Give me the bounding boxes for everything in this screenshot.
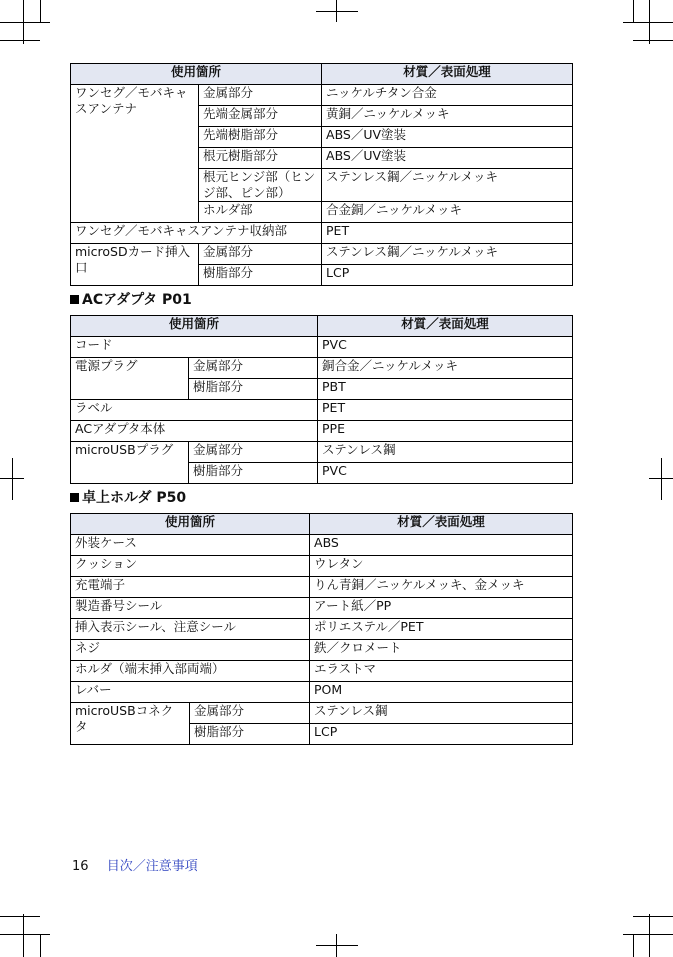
cell-material: ステンレス鋼 <box>318 442 573 463</box>
crop-mark <box>0 934 50 935</box>
crop-mark <box>623 22 673 23</box>
page-content <box>70 63 573 745</box>
materials-table-body <box>70 63 573 286</box>
cell-material: ニッケルチタン合金 <box>322 85 573 106</box>
crop-mark <box>0 22 50 23</box>
cell-material: ウレタン <box>310 556 573 577</box>
materials-table-desktop-holder <box>70 513 573 745</box>
crop-mark <box>633 0 634 22</box>
crop-mark <box>40 0 41 22</box>
cell-part: 樹脂部分 <box>199 265 322 286</box>
cell-location: コード <box>71 337 318 358</box>
page-footer <box>72 855 198 874</box>
cell-location: microUSBコネクタ <box>71 703 190 745</box>
section-title: 卓上ホルダ P50 <box>82 490 187 506</box>
crop-mark <box>316 945 358 946</box>
cell-part: 樹脂部分 <box>189 463 318 484</box>
cell-material: PET <box>322 223 573 244</box>
crop-mark <box>623 934 673 935</box>
crop-mark <box>40 934 41 957</box>
header-location: 使用箇所 <box>71 64 322 85</box>
cell-location: クッション <box>71 556 310 577</box>
crop-mark <box>649 914 650 957</box>
cell-location: 電源プラグ <box>71 358 189 400</box>
cell-location: microUSBプラグ <box>71 442 189 484</box>
cell-material: PVC <box>318 463 573 484</box>
crop-mark <box>0 40 40 41</box>
page-number: 16 <box>72 859 89 874</box>
cell-location: ネジ <box>71 640 310 661</box>
square-bullet-icon <box>70 295 79 304</box>
header-location: 使用箇所 <box>71 316 318 337</box>
crop-mark <box>316 11 358 12</box>
cell-part: 金属部分 <box>199 244 322 265</box>
cell-material: ステンレス鋼／ニッケルメッキ <box>322 169 573 202</box>
cell-material: 黄銅／ニッケルメッキ <box>322 106 573 127</box>
cell-material: ステンレス鋼 <box>310 703 573 724</box>
cell-location: ACアダプタ本体 <box>71 421 318 442</box>
cell-location: ワンセグ／モバキャスアンテナ収納部 <box>71 223 322 244</box>
section-heading-ac-adapter <box>70 291 573 309</box>
header-material: 材質／表面処理 <box>318 316 573 337</box>
cell-part: 金属部分 <box>199 85 322 106</box>
cell-location: レバー <box>71 682 310 703</box>
header-material: 材質／表面処理 <box>310 514 573 535</box>
cell-material: PET <box>318 400 573 421</box>
cell-material: ABS <box>310 535 573 556</box>
header-material: 材質／表面処理 <box>322 64 573 85</box>
cell-material: LCP <box>322 265 573 286</box>
cell-location: microSDカード挿入口 <box>71 244 199 286</box>
crop-mark <box>0 916 40 917</box>
cell-part: 金属部分 <box>189 442 318 463</box>
cell-location: 外装ケース <box>71 535 310 556</box>
cell-location: 挿入表示シール、注意シール <box>71 619 310 640</box>
cell-part: 樹脂部分 <box>190 724 310 745</box>
section-title: ACアダプタ P01 <box>82 292 192 308</box>
cell-location: ワンセグ／モバキャスアンテナ <box>71 85 199 223</box>
toc-link[interactable]: 目次／注意事項 <box>106 859 198 874</box>
cell-part: 金属部分 <box>189 358 318 379</box>
cell-location: ホルダ（端末挿入部両端） <box>71 661 310 682</box>
cell-part: 先端金属部分 <box>199 106 322 127</box>
cell-material: ポリエステル／PET <box>310 619 573 640</box>
cell-location: ラベル <box>71 400 318 421</box>
cell-material: ステンレス鋼／ニッケルメッキ <box>322 244 573 265</box>
cell-part: 根元ヒンジ部（ヒンジ部、ピン部） <box>199 169 322 202</box>
cell-part: 根元樹脂部分 <box>199 148 322 169</box>
cell-material: PVC <box>318 337 573 358</box>
cell-location: 充電端子 <box>71 577 310 598</box>
cell-material: 鉄／クロメート <box>310 640 573 661</box>
cell-material: PBT <box>318 379 573 400</box>
crop-mark <box>633 934 634 957</box>
square-bullet-icon <box>70 493 79 502</box>
cell-part: 樹脂部分 <box>189 379 318 400</box>
materials-table-ac-adapter <box>70 315 573 484</box>
cell-material: 銅合金／ニッケルメッキ <box>318 358 573 379</box>
section-heading-desktop-holder <box>70 489 573 507</box>
cell-material: ABS／UV塗装 <box>322 127 573 148</box>
cell-material: LCP <box>310 724 573 745</box>
crop-mark <box>633 40 673 41</box>
crop-mark <box>23 914 24 957</box>
cell-material: ABS／UV塗装 <box>322 148 573 169</box>
cell-material: PPE <box>318 421 573 442</box>
cell-material: エラストマ <box>310 661 573 682</box>
cell-material: POM <box>310 682 573 703</box>
cell-part: 金属部分 <box>190 703 310 724</box>
cell-material: りん青銅／ニッケルメッキ、金メッキ <box>310 577 573 598</box>
cell-part: 先端樹脂部分 <box>199 127 322 148</box>
cell-location: 製造番号シール <box>71 598 310 619</box>
cell-part: ホルダ部 <box>199 202 322 223</box>
header-location: 使用箇所 <box>71 514 310 535</box>
cell-material: 合金銅／ニッケルメッキ <box>322 202 573 223</box>
crop-mark <box>12 458 13 500</box>
crop-mark <box>633 916 673 917</box>
cell-material: アート紙／PP <box>310 598 573 619</box>
crop-mark <box>661 458 662 500</box>
